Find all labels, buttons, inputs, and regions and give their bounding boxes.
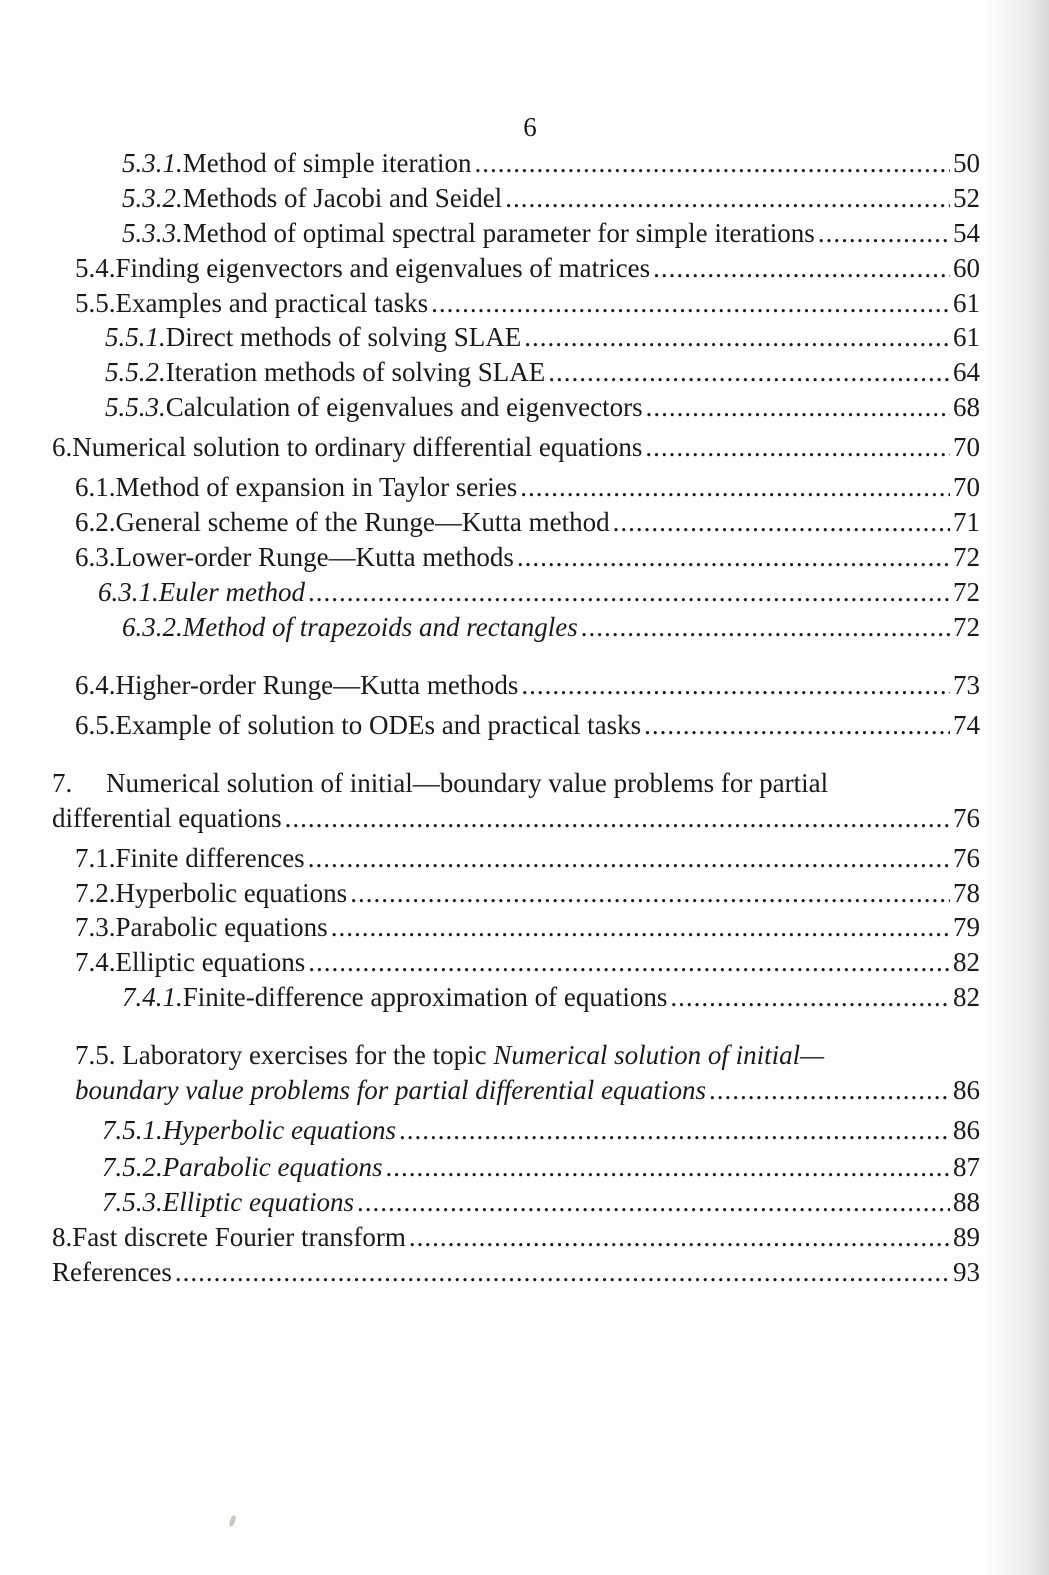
toc-title: Iteration methods of solving SLAE: [165, 357, 546, 387]
leader-dots: [613, 505, 950, 539]
toc-number: 5.3.1.: [122, 148, 183, 178]
toc-page: 76: [953, 803, 980, 833]
toc-entry-6-2[interactable]: [75, 505, 980, 539]
toc-entry-7-5-2[interactable]: [102, 1150, 980, 1184]
toc-title: Examples and practical tasks: [115, 288, 429, 318]
leader-dots: [520, 470, 950, 504]
leader-dots: [517, 540, 950, 574]
toc-entry-7-3[interactable]: [75, 910, 980, 944]
leader-dots: [581, 610, 950, 644]
leader-dots: [385, 1150, 950, 1184]
toc-title: Numerical solution of initial—boundary value problems for partial: [72, 768, 829, 798]
toc-page: 89: [953, 1222, 980, 1252]
toc-number: 7.5.3.: [102, 1187, 163, 1217]
leader-dots: [357, 1185, 950, 1219]
leader-dots: [524, 320, 950, 354]
toc-number: 7.3.: [75, 912, 116, 942]
toc-number: 7.1.: [75, 843, 116, 873]
toc-entry-6-3[interactable]: [75, 540, 980, 574]
toc-number: 8.: [52, 1222, 73, 1252]
leader-dots: [818, 216, 950, 250]
toc-number: 6.1.: [75, 472, 116, 502]
toc-page: 93: [953, 1257, 980, 1287]
toc-page: 61: [953, 288, 980, 318]
toc-page: 52: [953, 183, 980, 213]
leader-dots: [285, 801, 950, 835]
toc-number: 5.5.1.: [105, 322, 166, 352]
toc-page: 86: [953, 1115, 980, 1145]
leader-dots: [548, 355, 950, 389]
toc-title: Finite differences: [115, 843, 305, 873]
toc-entry-7-5-line1[interactable]: [75, 1038, 824, 1072]
toc-title: Hyperbolic equations: [115, 878, 348, 908]
toc-title: boundary value problems for partial differential equations: [75, 1075, 706, 1105]
toc-entry-6-4[interactable]: [75, 668, 980, 702]
toc-page: 72: [953, 542, 980, 572]
toc-entry-5-3-2[interactable]: [122, 181, 980, 215]
leader-dots: [474, 146, 950, 180]
toc-entry-5-5-1[interactable]: [105, 320, 980, 354]
toc-number: 5.5.2.: [105, 357, 166, 387]
toc-title: Example of solution to ODEs and practical tasks: [115, 710, 642, 740]
toc-title: Elliptic equations: [162, 1187, 354, 1217]
leader-dots: [646, 390, 950, 424]
toc-page: 71: [953, 507, 980, 537]
toc-number: 7.5.1.: [102, 1115, 163, 1145]
toc-number: 7.: [52, 768, 73, 798]
leader-dots: [670, 980, 950, 1014]
toc-title: Parabolic equations: [162, 1152, 383, 1182]
toc-title: Finding eigenvectors and eigenvalues of matrices: [115, 253, 651, 283]
toc-page: 86: [953, 1075, 980, 1105]
toc-number: 6.: [52, 432, 73, 462]
toc-entry-6-5[interactable]: [75, 708, 980, 742]
leader-dots: [308, 575, 950, 609]
toc-page: 70: [953, 432, 980, 462]
toc-page: 87: [953, 1152, 980, 1182]
toc-entry-7-4-1[interactable]: [122, 980, 980, 1014]
toc-title: Euler method: [158, 577, 305, 607]
paper-speck: [228, 1515, 237, 1528]
toc-title: Direct methods of solving SLAE: [165, 322, 522, 352]
leader-dots: [644, 708, 950, 742]
toc-title: Fast discrete Fourier transform: [72, 1222, 406, 1252]
toc-number: 6.5.: [75, 710, 116, 740]
toc-entry-5-5-3[interactable]: [105, 390, 980, 424]
toc-page: 70: [953, 472, 980, 502]
toc-number: 7.4.: [75, 947, 116, 977]
toc-title: Elliptic equations: [115, 947, 306, 977]
toc-number: 6.3.1.: [98, 577, 159, 607]
toc-entry-5-5[interactable]: [75, 286, 980, 320]
toc-title: Lower-order Runge—Kutta methods: [115, 542, 514, 572]
toc-page: 82: [953, 947, 980, 977]
toc-title: Higher-order Runge—Kutta methods: [115, 670, 519, 700]
toc-title: General scheme of the Runge—Kutta method: [115, 507, 610, 537]
leader-dots: [308, 945, 950, 979]
toc-entry-6-3-1[interactable]: [98, 575, 980, 609]
toc-title: Calculation of eigenvalues and eigenvectors: [165, 392, 643, 422]
toc-number: 5.5.3.: [105, 392, 166, 422]
toc-page: 60: [953, 253, 980, 283]
toc-page: 74: [953, 710, 980, 740]
toc-entry-5-5-2[interactable]: [105, 355, 980, 389]
leader-dots: [505, 181, 950, 215]
toc-number: 5.3.3.: [122, 218, 183, 248]
toc-entry-7-5-3[interactable]: [102, 1185, 980, 1219]
toc-entry-5-3-3[interactable]: [122, 216, 980, 250]
toc-title: Finite-difference approximation of equations: [182, 982, 668, 1012]
toc-page: 82: [953, 982, 980, 1012]
leader-dots: [350, 876, 950, 910]
toc-entry-7-5-line2[interactable]: [75, 1073, 980, 1107]
toc-entry-5-3-1[interactable]: [122, 146, 980, 180]
toc-entry-6[interactable]: [52, 430, 980, 464]
toc-title: Method of trapezoids and rectangles: [182, 612, 578, 642]
toc-entry-7-line2[interactable]: [52, 801, 980, 835]
toc-title: References: [52, 1257, 172, 1287]
toc-title: Methods of Jacobi and Seidel: [182, 183, 503, 213]
toc-entry-5-4[interactable]: [75, 251, 980, 285]
toc-entry-6-1[interactable]: [75, 470, 980, 504]
toc-page: 68: [953, 392, 980, 422]
toc-title: Method of simple iteration: [182, 148, 472, 178]
toc-title-italic: Numerical solution of initial—: [493, 1040, 825, 1070]
toc-number: 6.3.2.: [122, 612, 183, 642]
toc-entry-6-3-2[interactable]: [122, 610, 980, 644]
toc-number: 5.4.: [75, 253, 116, 283]
toc-entry-references[interactable]: [52, 1255, 980, 1289]
toc-title: Laboratory exercises for the topic: [115, 1040, 494, 1070]
toc-page: 88: [953, 1187, 980, 1217]
toc-number: 7.4.1.: [122, 982, 183, 1012]
leader-dots: [521, 668, 950, 702]
toc-number: 7.2.: [75, 878, 116, 908]
toc-number: 6.3.: [75, 542, 116, 572]
toc-number: 5.3.2.: [122, 183, 183, 213]
toc-entry-7-4[interactable]: [75, 945, 980, 979]
toc-entry-7-line1[interactable]: [52, 766, 828, 800]
toc-number: 7.5.2.: [102, 1152, 163, 1182]
toc-title: Method of optimal spectral parameter for simple iterations: [182, 218, 815, 248]
leader-dots: [331, 910, 950, 944]
toc-entry-8[interactable]: [52, 1220, 980, 1254]
toc-page: 72: [953, 612, 980, 642]
leader-dots: [709, 1073, 950, 1107]
toc-page: 61: [953, 322, 980, 352]
toc-number: 5.5.: [75, 288, 116, 318]
toc-title: Hyperbolic equations: [162, 1115, 396, 1145]
toc-entry-7-2[interactable]: [75, 876, 980, 910]
toc-number: 6.4.: [75, 670, 116, 700]
leader-dots: [645, 430, 950, 464]
toc-page: 72: [953, 577, 980, 607]
toc-entry-7-1[interactable]: [75, 841, 980, 875]
toc-page: 76: [953, 843, 980, 873]
toc-entry-7-5-1[interactable]: [102, 1113, 980, 1147]
leader-dots: [399, 1113, 950, 1147]
toc-title: Method of expansion in Taylor series: [115, 472, 518, 502]
toc-number: 7.5.: [75, 1040, 116, 1070]
toc-title: Numerical solution to ordinary differential equations: [72, 432, 643, 462]
toc-page: 73: [953, 670, 980, 700]
leader-dots: [431, 286, 950, 320]
leader-dots: [308, 841, 950, 875]
toc-page: 78: [953, 878, 980, 908]
toc-page: 64: [953, 357, 980, 387]
toc-title: differential equations: [52, 803, 282, 833]
toc-title: Parabolic equations: [115, 912, 328, 942]
toc-number: 6.2.: [75, 507, 116, 537]
leader-dots: [175, 1255, 950, 1289]
toc-page: 54: [953, 218, 980, 248]
toc-page: 50: [953, 148, 980, 178]
toc-page: 79: [953, 912, 980, 942]
leader-dots: [653, 251, 950, 285]
page-number: 6: [523, 112, 537, 142]
leader-dots: [409, 1220, 950, 1254]
